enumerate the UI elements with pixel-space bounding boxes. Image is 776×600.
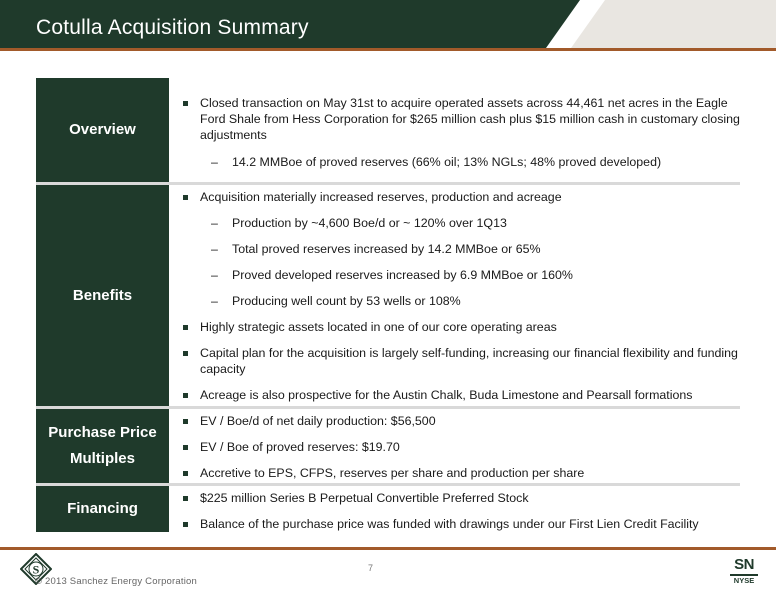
- bullet-item: Closed transaction on May 31st to acquire operated assets across 44,461 net acres in the Eagle Ford Shale from Hess Corporation for $265 million cash plus $15 million cash in customary closing adjustments: [180, 95, 740, 143]
- copyright-text: © 2013 Sanchez Energy Corporation: [35, 576, 198, 587]
- section-label-text: Overview: [69, 121, 136, 138]
- sub-bullet-item: – 14.2 MMBoe of proved reserves (66% oil; 13% NGLs; 48% proved developed): [180, 154, 740, 170]
- nyse-ticker-logo: [730, 557, 758, 585]
- sub-bullet-item: – Total proved reserves increased by 14.2 MMBoe or 65%: [180, 241, 740, 257]
- header-divider: [0, 48, 776, 51]
- bullet-item: Capital plan for the acquisition is largely self-funding, increasing our financial flexibility and funding capacity: [180, 345, 740, 377]
- section-label: [36, 409, 169, 483]
- bullet-item: EV / Boe/d of net daily production: $56,500: [180, 413, 740, 429]
- section-label: [36, 185, 169, 406]
- ticker-symbol: SN: [734, 556, 754, 573]
- header-decoration-panel: [571, 0, 776, 48]
- sub-bullet-item: – Production by ~4,600 Boe/d or ~ 120% over 1Q13: [180, 215, 740, 231]
- bullet-item: $225 million Series B Perpetual Convertible Preferred Stock: [180, 490, 740, 506]
- section-content: [169, 185, 740, 406]
- bullet-item: Balance of the purchase price was funded with drawings under our First Lien Credit Facility: [180, 516, 740, 532]
- bullet-item: Accretive to EPS, CFPS, reserves per share and production per share: [180, 465, 740, 481]
- logo-letter: S: [32, 562, 40, 577]
- page-number: 7: [368, 563, 374, 573]
- section-label-text: Benefits: [72, 286, 133, 304]
- footer-divider: [0, 547, 776, 550]
- section-label: [36, 78, 169, 182]
- section-purchase-price-multiples: [36, 406, 740, 483]
- section-content: [169, 78, 740, 182]
- section-overview: [36, 78, 740, 182]
- section-label-text: Multiples: [69, 450, 135, 467]
- bullet-item: Acreage is also prospective for the Austin Chalk, Buda Limestone and Pearsall formations: [180, 387, 740, 403]
- sub-bullet-item: – Producing well count by 53 wells or 108%: [180, 293, 740, 309]
- section-benefits: [36, 182, 740, 406]
- bullet-item: Acquisition materially increased reserves, production and acreage: [180, 189, 740, 205]
- bullet-item: EV / Boe of proved reserves: $19.70: [180, 439, 740, 455]
- section-label: [36, 486, 169, 532]
- page-title: Cotulla Acquisition Summary: [36, 16, 309, 39]
- section-label-text: Financing: [67, 500, 138, 517]
- section-label-text: Purchase Price: [48, 424, 157, 441]
- title-bar: [0, 0, 776, 48]
- sub-bullet-item: – Proved developed reserves increased by 6.9 MMBoe or 160%: [180, 267, 740, 283]
- section-content: [169, 486, 740, 532]
- bullet-item: Highly strategic assets located in one of our core operating areas: [180, 319, 740, 335]
- summary-table: [36, 78, 740, 532]
- exchange-name: NYSE: [730, 574, 758, 585]
- section-content: [169, 409, 740, 483]
- section-financing: [36, 483, 740, 532]
